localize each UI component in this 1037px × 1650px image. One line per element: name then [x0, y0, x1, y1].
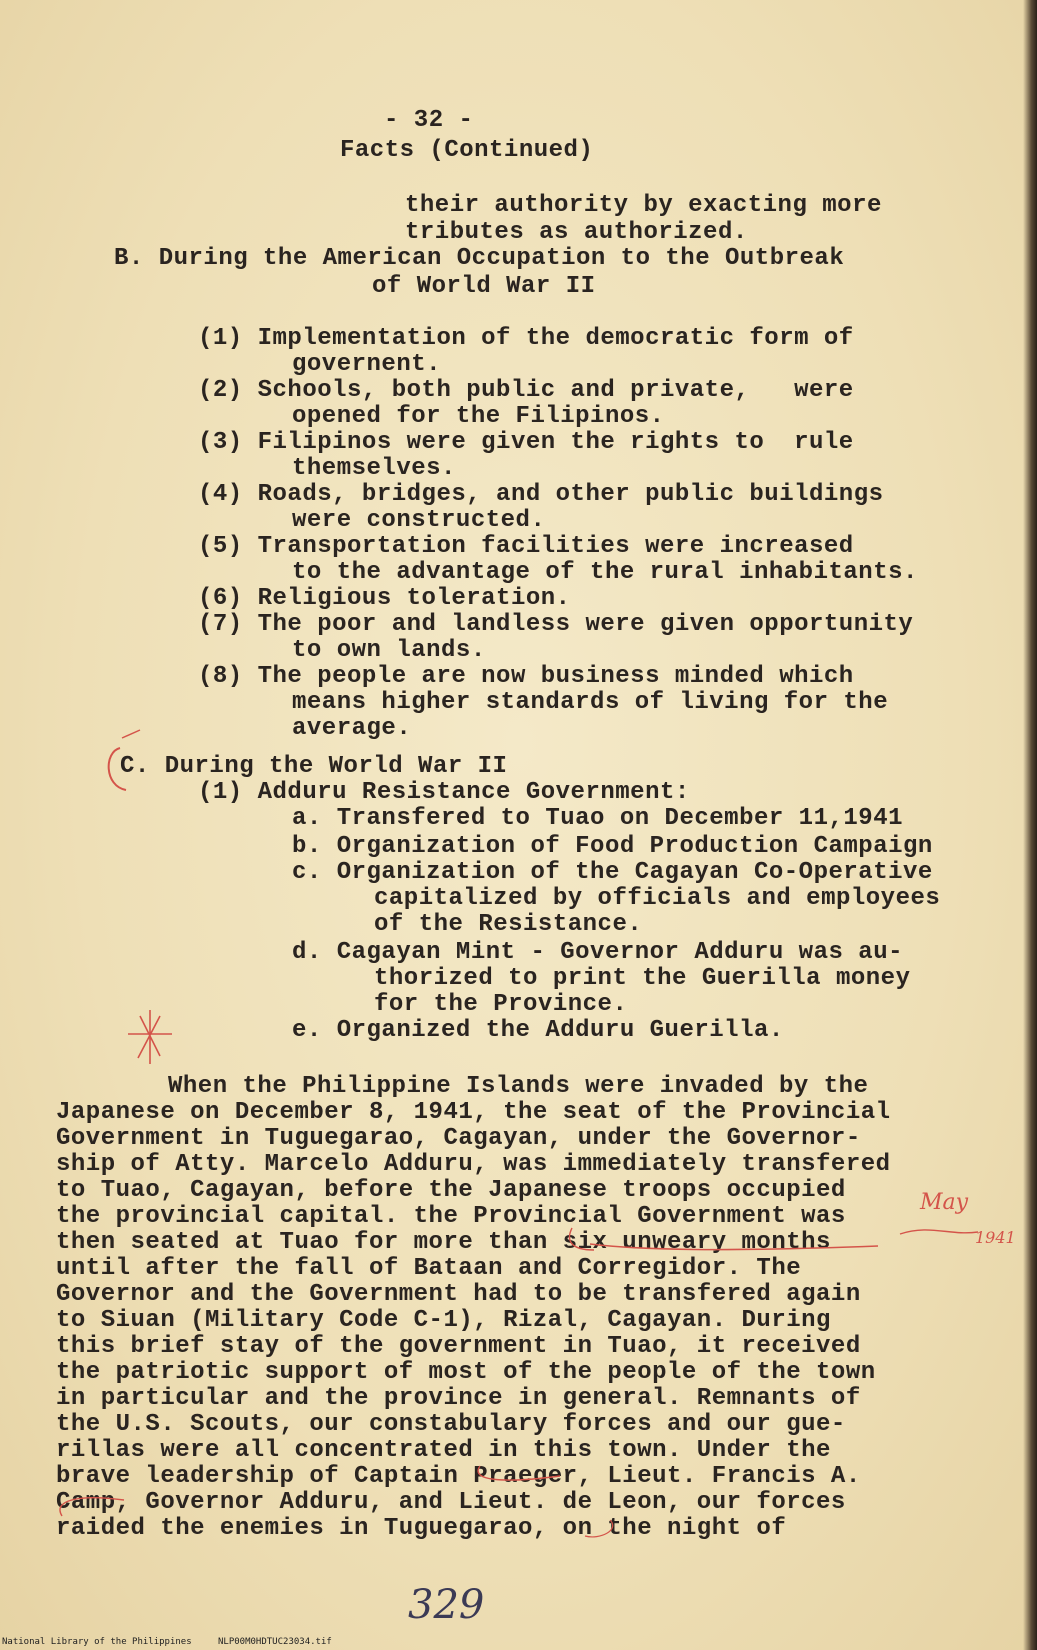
- paragraph-line: Governor and the Government had to be transfered again: [56, 1281, 861, 1308]
- paragraph-line: the provincial capital. the Provincial Government was: [56, 1203, 846, 1230]
- sub-item: b. Organization of Food Production Campaign: [292, 833, 933, 860]
- text-line: their authority by exacting more: [405, 192, 882, 219]
- page-title: Facts (Continued): [340, 137, 594, 164]
- list-item: (7) The poor and landless were given opportunity: [198, 611, 914, 638]
- sub-item-cont: thorized to print the Guerilla money: [374, 965, 911, 992]
- paragraph-line: When the Philippine Islands were invaded by the: [168, 1073, 869, 1100]
- paragraph-line: this brief stay of the government in Tuao, it received: [56, 1333, 861, 1360]
- page-number: - 32 -: [384, 107, 474, 134]
- paragraph-line: rillas were all concentrated in this town. Under the: [56, 1437, 831, 1464]
- list-item: (1) Adduru Resistance Government:: [198, 779, 690, 806]
- list-item: (8) The people are now business minded which: [198, 663, 854, 690]
- list-item-cont: to own lands.: [292, 637, 486, 664]
- paragraph-line: raided the enemies in Tuguegarao, on the night of: [56, 1515, 787, 1542]
- text-line: tributes as authorized.: [405, 219, 748, 246]
- list-item-cont: themselves.: [292, 455, 456, 482]
- footer-filename: NLP00M0HDTUC23034.tif: [218, 1637, 332, 1647]
- margin-note-year: 1941: [975, 1228, 1016, 1247]
- sub-item-cont: capitalized by officials and employees: [374, 885, 941, 912]
- list-item-cont: means higher standards of living for the: [292, 689, 889, 716]
- paragraph-line: to Tuao, Cagayan, before the Japanese troops occupied: [56, 1177, 846, 1204]
- list-item: (3) Filipinos were given the rights to rule: [198, 429, 854, 456]
- footer-library: National Library of the Philippines: [2, 1637, 192, 1647]
- paragraph-line: Camp, Governor Adduru, and Lieut. de Leon, our forces: [56, 1489, 846, 1516]
- sub-item: a. Transfered to Tuao on December 11,1941: [292, 805, 903, 832]
- paragraph-line: to Siuan (Military Code C-1), Rizal, Cagayan. During: [56, 1307, 831, 1334]
- sub-item: e. Organized the Adduru Guerilla.: [292, 1017, 784, 1044]
- margin-note-month: May: [920, 1190, 969, 1215]
- sub-item-cont: of the Resistance.: [374, 911, 643, 938]
- paragraph-line: the patriotic support of most of the people of the town: [56, 1359, 876, 1386]
- sub-item: c. Organization of the Cagayan Co-Operative: [292, 859, 933, 886]
- page-edge-shadow: [1023, 0, 1037, 1650]
- paragraph-line: brave leadership of Captain Praeger, Lieut. Francis A.: [56, 1463, 861, 1490]
- handwritten-page-number: 329: [408, 1582, 485, 1628]
- list-item-cont: average.: [292, 715, 412, 742]
- list-item-cont: opened for the Filipinos.: [292, 403, 665, 430]
- paragraph-line: in particular and the province in general. Remnants of: [56, 1385, 861, 1412]
- paragraph-line: until after the fall of Bataan and Corregidor. The: [56, 1255, 802, 1282]
- list-item: (5) Transportation facilities were increased: [198, 533, 854, 560]
- paragraph-line: ship of Atty. Marcelo Adduru, was immediately transfered: [56, 1151, 891, 1178]
- list-item-cont: to the advantage of the rural inhabitants.: [292, 559, 918, 586]
- paragraph-line: Japanese on December 8, 1941, the seat of the Provincial: [56, 1099, 891, 1126]
- sub-item: d. Cagayan Mint - Governor Adduru was au-: [292, 939, 903, 966]
- list-item-cont: governent.: [292, 351, 442, 378]
- section-heading-b-cont: of World War II: [372, 273, 596, 300]
- section-heading-c: C. During the World War II: [120, 753, 508, 780]
- list-item: (4) Roads, bridges, and other public buildings: [198, 481, 884, 508]
- list-item: (1) Implementation of the democratic form of: [198, 325, 854, 352]
- section-heading-b: B. During the American Occupation to the Outbreak: [114, 245, 845, 272]
- paragraph-line: the U.S. Scouts, our constabulary forces and our gue-: [56, 1411, 846, 1438]
- list-item: (2) Schools, both public and private, were: [198, 377, 854, 404]
- sub-item-cont: for the Province.: [374, 991, 628, 1018]
- list-item-cont: were constructed.: [292, 507, 546, 534]
- paragraph-line: then seated at Tuao for more than six unweary months: [56, 1229, 831, 1256]
- list-item: (6) Religious toleration.: [198, 585, 571, 612]
- paragraph-line: Government in Tuguegarao, Cagayan, under the Governor-: [56, 1125, 861, 1152]
